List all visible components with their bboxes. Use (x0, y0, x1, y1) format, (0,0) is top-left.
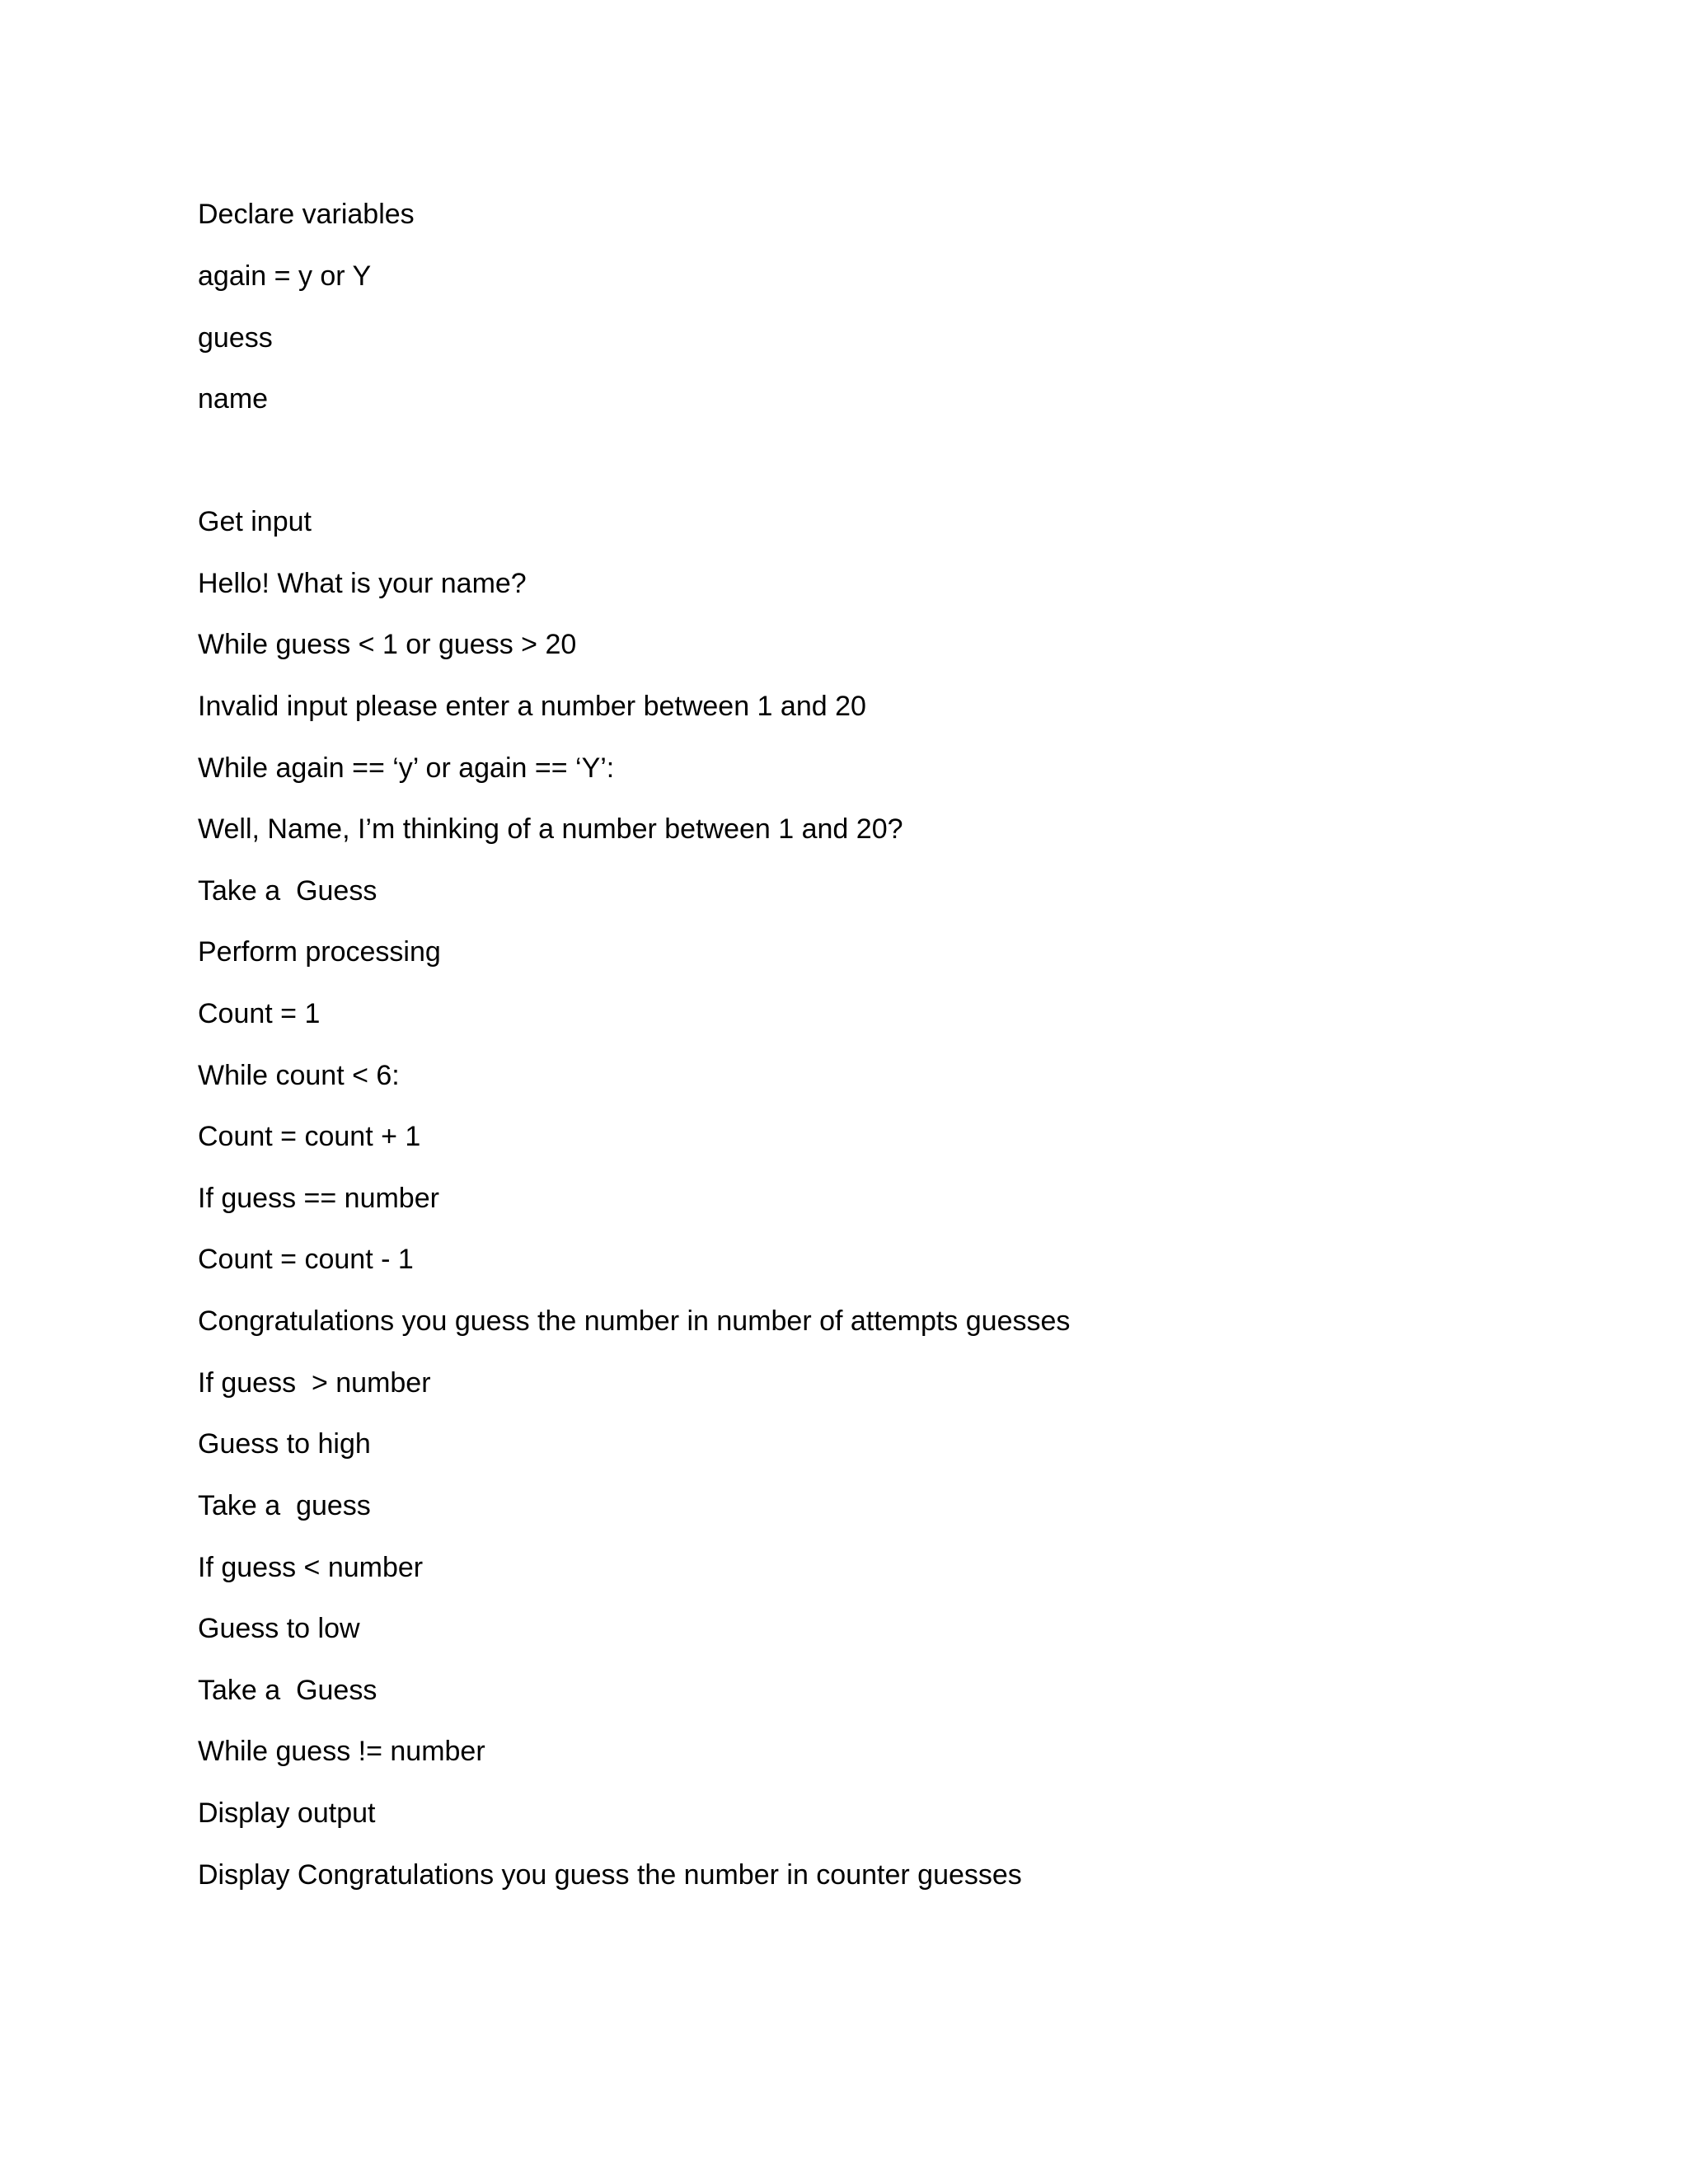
text-line: While guess != number (198, 1736, 485, 1767)
text-line: guess (198, 322, 273, 354)
heading-declare-variables: Declare variables (198, 199, 415, 230)
text-line: Count = 1 (198, 998, 321, 1029)
text-line: While again == ‘y’ or again == ‘Y’: (198, 752, 615, 784)
text-line: While count < 6: (198, 1060, 400, 1091)
text-line: Display Congratulations you guess the number in counter guesses (198, 1859, 1022, 1891)
text-line: Hello! What is your name? (198, 568, 527, 599)
text-line: Count = count + 1 (198, 1121, 421, 1152)
text-line: Invalid input please enter a number between 1 and 20 (198, 691, 866, 722)
text-line: Take a guess (198, 1490, 371, 1521)
text-line: Guess to low (198, 1613, 360, 1644)
text-line: If guess == number (198, 1183, 439, 1214)
text-line: Well, Name, I’m thinking of a number between 1 and 20? (198, 813, 903, 845)
text-line: again = y or Y (198, 260, 372, 292)
heading-get-input: Get input (198, 506, 312, 537)
text-line: Guess to high (198, 1428, 371, 1460)
text-line: While guess < 1 or guess > 20 (198, 629, 577, 660)
text-line: If guess < number (198, 1552, 424, 1583)
text-line: Take a Guess (198, 1675, 377, 1706)
text-line: Count = count - 1 (198, 1244, 414, 1275)
heading-display-output: Display output (198, 1797, 376, 1829)
text-line: name (198, 383, 269, 415)
text-line: If guess > number (198, 1367, 431, 1399)
heading-perform-processing: Perform processing (198, 936, 441, 968)
text-line: Take a Guess (198, 875, 377, 907)
text-line: Congratulations you guess the number in number of attempts guesses (198, 1305, 1071, 1337)
